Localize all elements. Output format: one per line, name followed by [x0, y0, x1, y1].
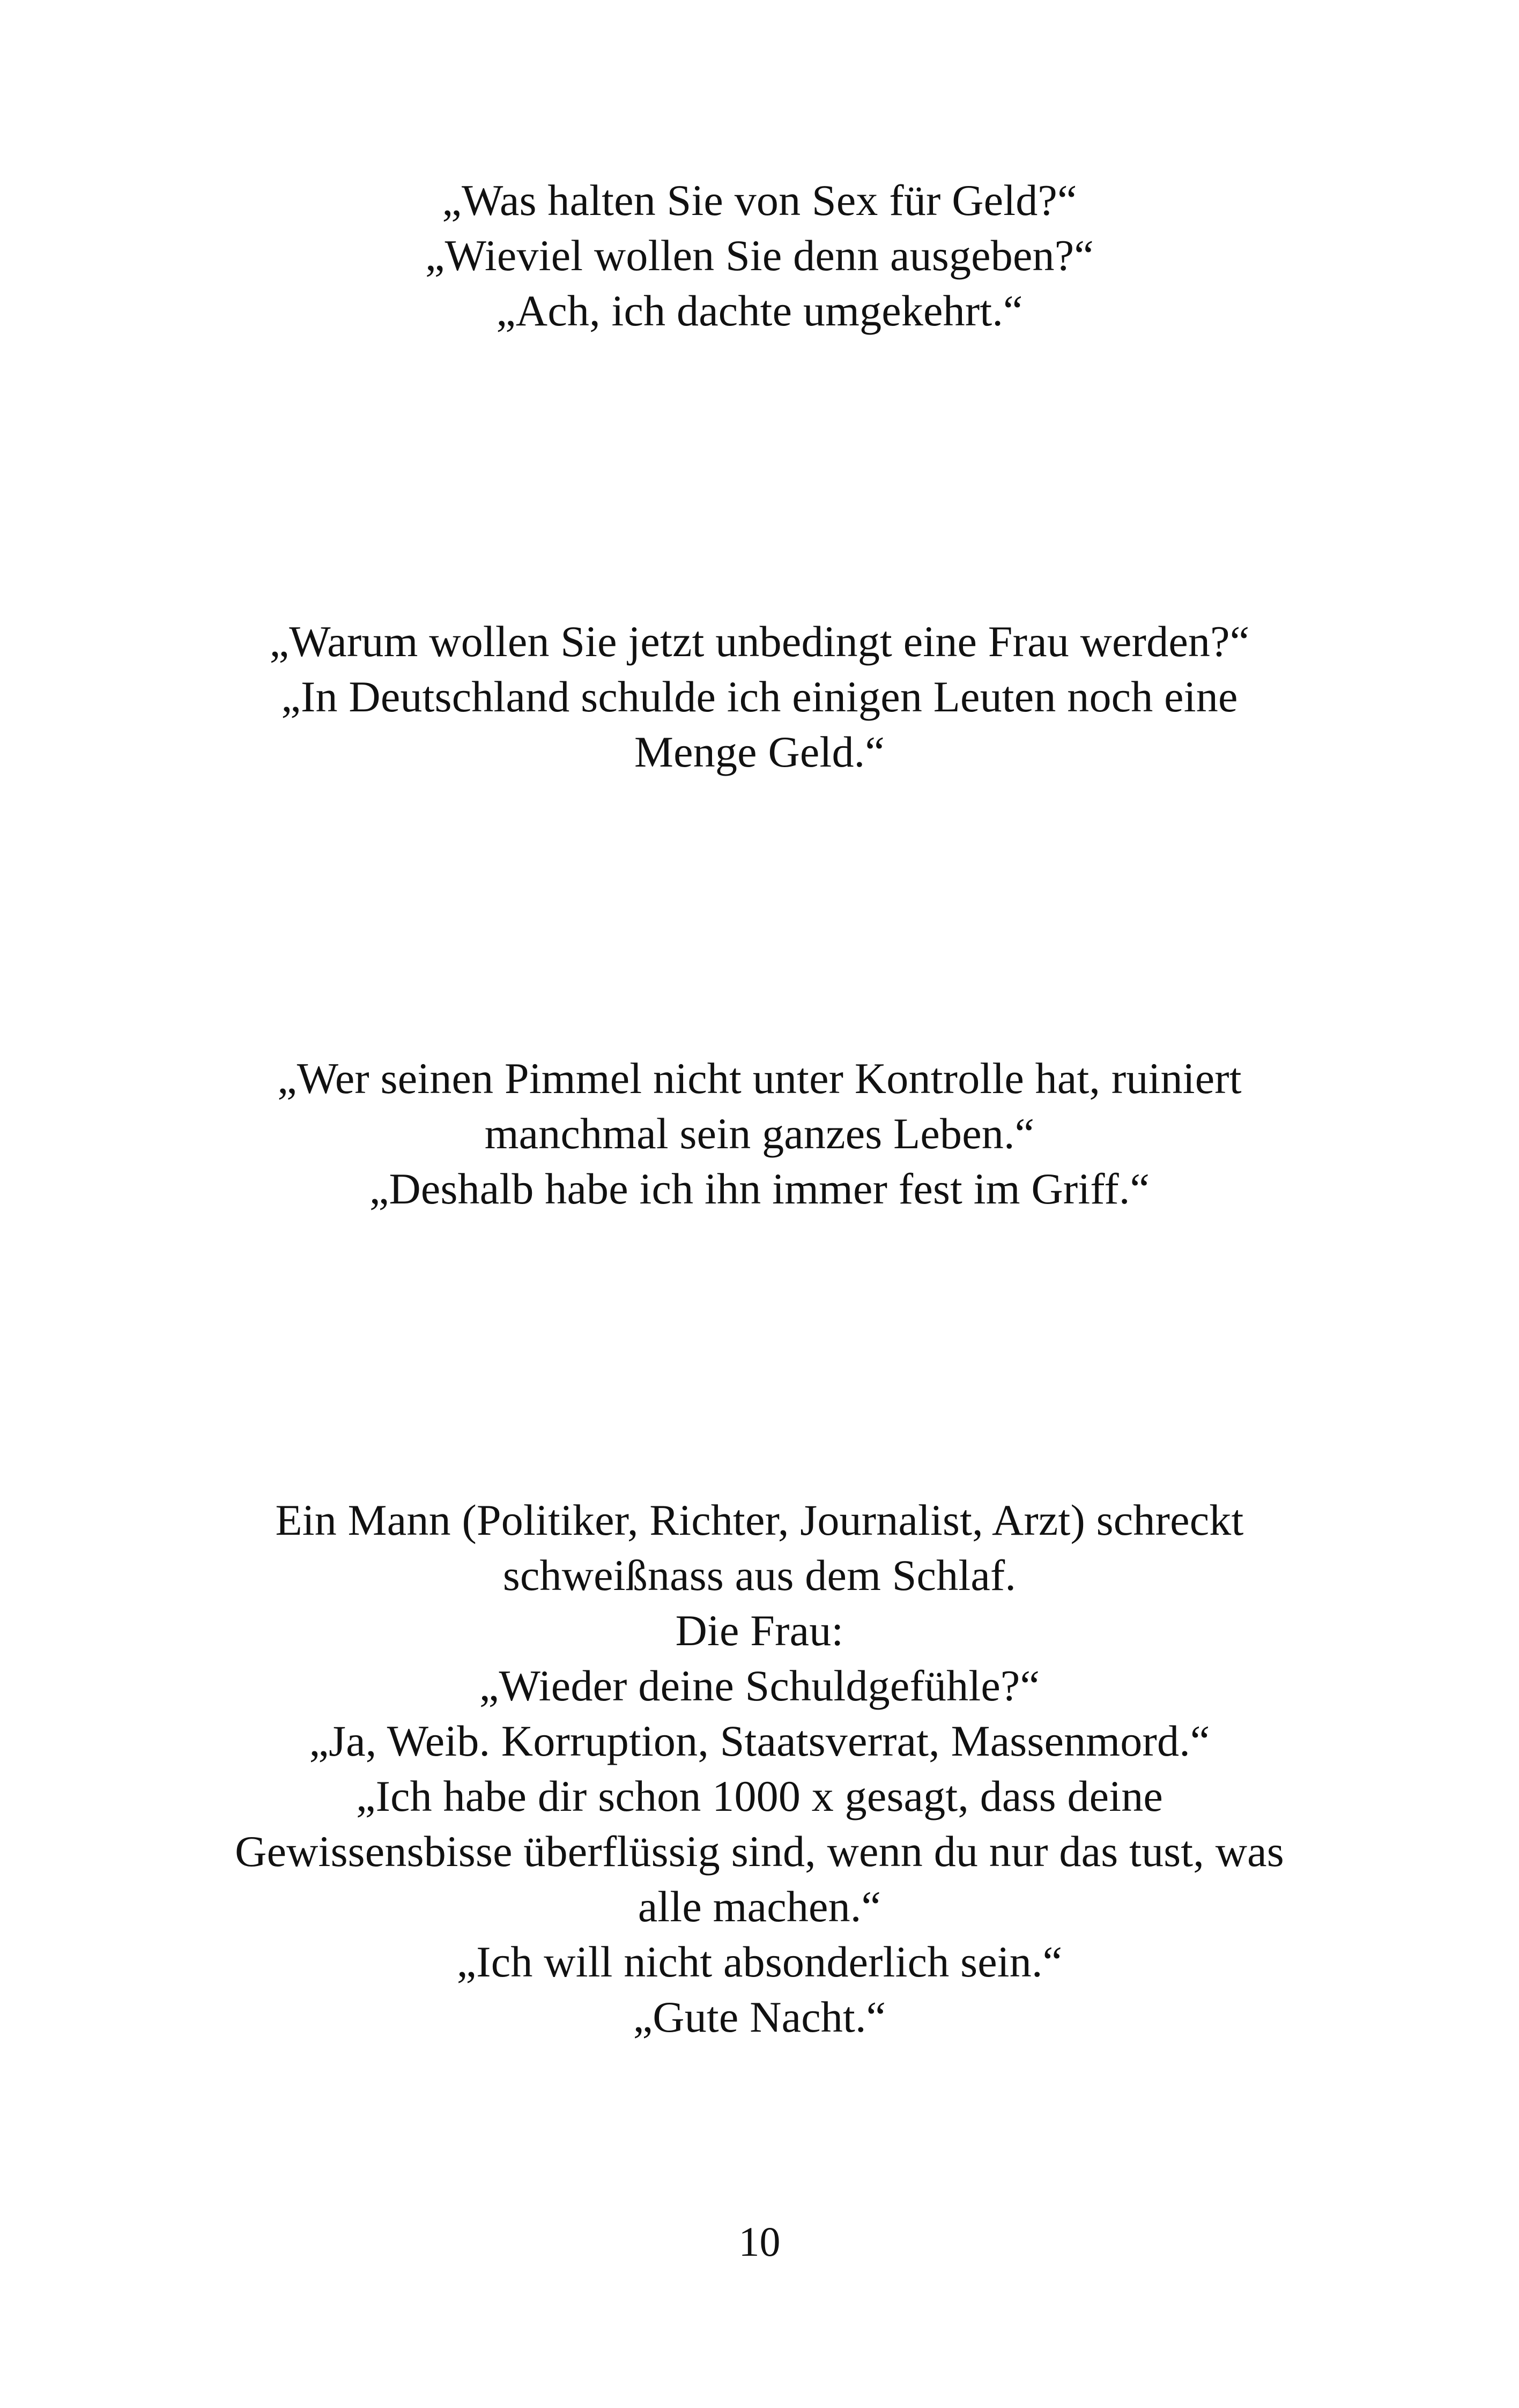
- joke-block-2: [161, 614, 1358, 779]
- text-line: schweißnass aus dem Schlaf.: [502, 1551, 1017, 1600]
- text-line: „Warum wollen Sie jetzt unbedingt eine Frau werden?“: [269, 617, 1250, 666]
- joke-block-3: [161, 1051, 1358, 1216]
- text-line: Ein Mann (Politiker, Richter, Journalist, Arzt) schreckt: [275, 1496, 1244, 1544]
- joke-block-4: [161, 1492, 1358, 2045]
- text-line: „Wieder deine Schuldgefühle?“: [479, 1661, 1040, 1710]
- text-line: „Deshalb habe ich ihn immer fest im Griff.“: [369, 1164, 1150, 1213]
- text-line: „Ja, Weib. Korruption, Staatsverrat, Massenmord.“: [309, 1716, 1210, 1765]
- text-line: Menge Geld.“: [634, 727, 885, 776]
- text-line: „Ich will nicht absonderlich sein.“: [456, 1937, 1063, 1986]
- text-line: „Ach, ich dachte umgekehrt.“: [496, 286, 1023, 335]
- text-line: manchmal sein ganzes Leben.“: [484, 1109, 1035, 1158]
- page-number: 10: [738, 2218, 781, 2265]
- joke-block-1: [161, 173, 1358, 338]
- text-line: „In Deutschland schulde ich einigen Leuten noch eine: [281, 672, 1238, 721]
- text-line: alle machen.“: [638, 1882, 881, 1931]
- text-line: Die Frau:: [675, 1606, 844, 1655]
- text-line: „Wieviel wollen Sie denn ausgeben?“: [425, 231, 1094, 280]
- text-line: „Ich habe dir schon 1000 x gesagt, dass deine: [355, 1772, 1164, 1820]
- text-line: „Gute Nacht.“: [633, 1993, 886, 2041]
- text-line: Gewissensbisse überflüssig sind, wenn du nur das tust, was: [235, 1827, 1284, 1876]
- text-line: „Was halten Sie von Sex für Geld?“: [442, 176, 1077, 225]
- text-line: „Wer seinen Pimmel nicht unter Kontrolle hat, ruiniert: [277, 1054, 1242, 1103]
